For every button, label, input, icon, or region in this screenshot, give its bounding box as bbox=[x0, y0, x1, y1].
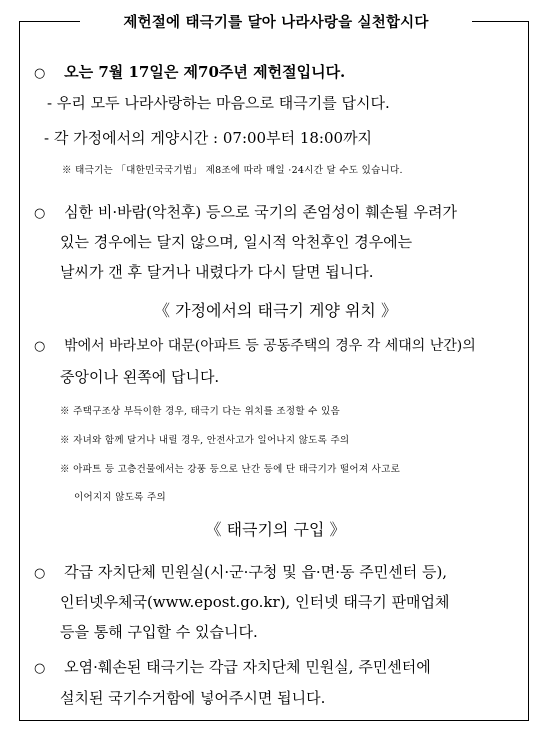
section3-line1-row bbox=[34, 335, 476, 355]
section1-line1-row bbox=[34, 61, 345, 82]
section4-line2: 인터넷우체국(www.epost.go.kr), 인터넷 태극기 판매업체 bbox=[60, 593, 450, 611]
section3-note3b: 이어지지 않도록 주의 bbox=[74, 492, 166, 503]
section4-line3: 등을 통해 구입할 수 있습니다. bbox=[60, 623, 258, 641]
circle-bullet-icon: ○ bbox=[34, 339, 46, 354]
section4-line1: 각급 자치단체 민원실(시·군·구청 및 읍·면·동 주민센터 등), bbox=[64, 563, 448, 581]
section1-note: ※ 태극기는 「대한민국국기법」 제8조에 따라 매일 ·24시간 달 수도 있습니다. bbox=[62, 165, 403, 176]
circle-bullet-icon: ○ bbox=[34, 206, 46, 221]
section2-line3: 날씨가 갠 후 달거나 내렸다가 다시 달면 됩니다. bbox=[60, 263, 374, 281]
circle-bullet-icon: ○ bbox=[34, 661, 46, 676]
page-title: 제헌절에 태극기를 달아 나라사랑을 실천합시다 bbox=[80, 8, 472, 35]
section3-note3a: ※ 아파트 등 고층건물에서는 강풍 등으로 난간 등에 단 태극기가 떨어져 사고로 bbox=[60, 464, 401, 475]
section3-line1: 밖에서 바라보아 대문(아파트 등 공동주택의 경우 각 세대의 난간)의 bbox=[64, 338, 476, 354]
section5-line2: 설치된 국기수거함에 넣어주시면 됩니다. bbox=[60, 689, 326, 707]
section5-line1-row bbox=[34, 656, 431, 677]
heading-flag-position: 《 가정에서의 태극기 게양 위치 》 bbox=[154, 301, 397, 320]
section2-line2: 있는 경우에는 달지 않으며, 일시적 악천후인 경우에는 bbox=[60, 233, 413, 251]
heading-flag-purchase: 《 태극기의 구입 》 bbox=[205, 520, 346, 539]
section4-line1-row bbox=[34, 561, 447, 582]
section1-headline: 오는 7월 17일은 제70주년 제헌절입니다. bbox=[64, 63, 346, 81]
circle-bullet-icon: ○ bbox=[34, 566, 46, 581]
section2-line1-row bbox=[34, 201, 457, 222]
section5-line1: 오염·훼손된 태극기는 각급 자치단체 민원실, 주민센터에 bbox=[64, 658, 431, 676]
section3-note2: ※ 자녀와 함께 달거나 내릴 경우, 안전사고가 일어나지 않도록 주의 bbox=[60, 435, 350, 446]
section1-line2: - 우리 모두 나라사랑하는 마음으로 태극기를 답시다. bbox=[47, 94, 390, 112]
section3-note1: ※ 주택구조상 부득이한 경우, 태극기 다는 위치를 조정할 수 있음 bbox=[60, 406, 340, 417]
section3-line2: 중앙이나 왼쪽에 답니다. bbox=[60, 368, 220, 386]
circle-bullet-icon: ○ bbox=[34, 66, 46, 81]
section2-line1: 심한 비·바람(악천후) 등으로 국기의 존엄성이 훼손될 우려가 bbox=[64, 203, 457, 221]
section1-line3: - 각 가정에서의 게양시간 : 07:00부터 18:00까지 bbox=[44, 129, 373, 147]
